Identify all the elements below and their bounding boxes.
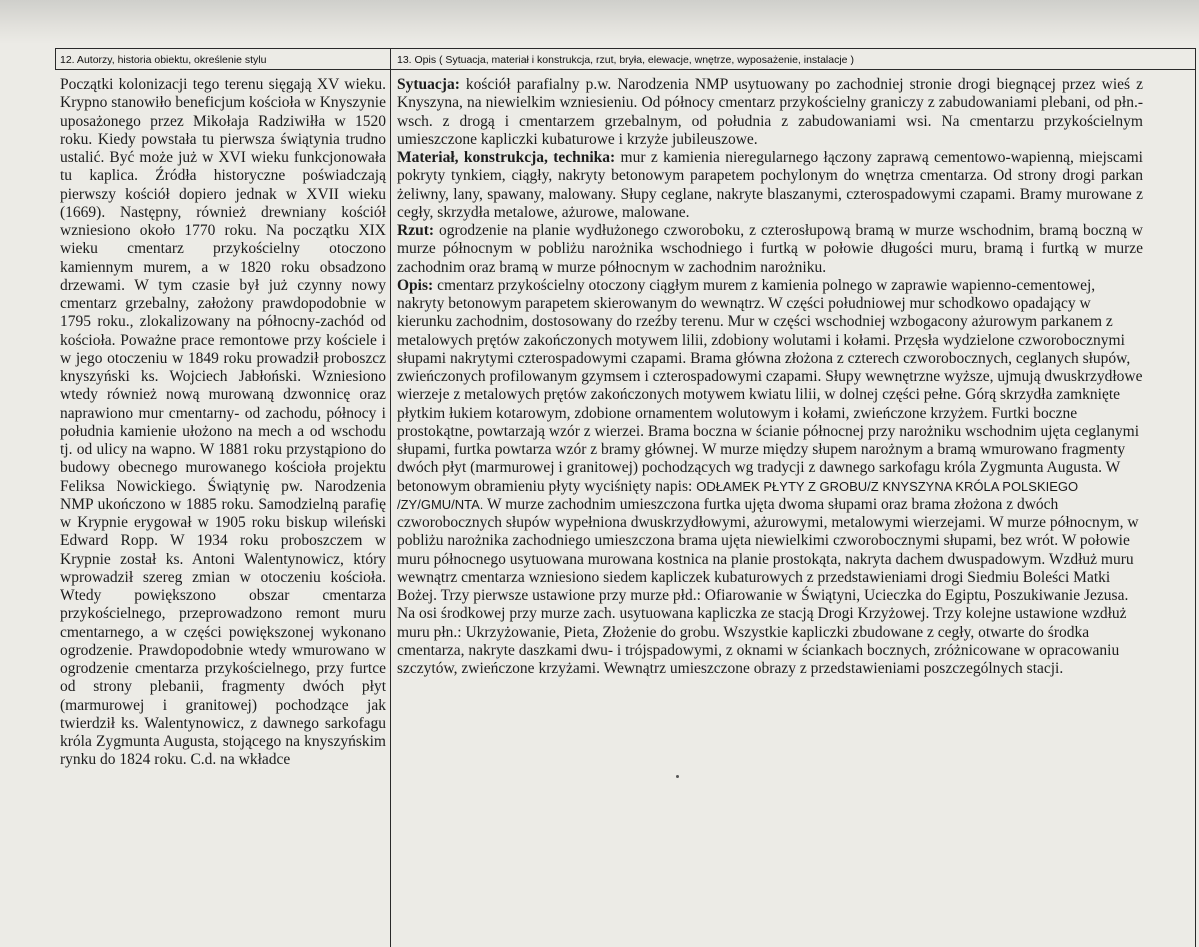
history-text-column [60,76,386,770]
situation-paragraph [397,76,1143,149]
table-right-border [1195,48,1196,947]
inscription-text: ODŁAMEK PŁYTY Z GROBU/Z KNYSZYNA KRÓLA POLSKIEGO /ZY/GMU/NTA. [397,478,1079,512]
plan-label: Rzut: [397,222,435,239]
material-paragraph [397,149,1143,222]
material-label: Materiał, konstrukcja, technika: [397,149,616,166]
table-left-border [55,48,56,70]
description-paragraph [397,277,1143,679]
description-text-continued: W murze zachodnim umieszczona furtka ujęta dwoma słupami oraz brama złożona z dwóch czworobocznych słupów wypełniona dwuskrzydłowymi, ażurowymi, metalowymi wierzejami. W murze północnym, w pobliżu narożnika zachodniego umieszczona brama ujęta niewielkimi czworobocznymi słupami, bez wrót. W połowie muru północnego usytuowana murowana kostnica na planie prostokąta, nakryta dachem dwuspadowym. Wzdłuż muru wewnątrz cmentarza wzniesiono siedem kapliczek kubaturowych z przedstawieniami drogi Siedmiu Boleści Matki Bożej. Trzy pierwsze ustawione przy murze płd.: Ofiarowanie w Świątyni, Ucieczka do Egiptu, Poszukiwanie Jezusa. Na osi środkowej przy murze zach. usytuowana kapliczka ze stacją Drogi Krzyżowej. Trzy kolejne ustawione wzdłuż muru płn.: Ukrzyżowanie, Pieta, Złożenie do grobu. Wszystkie kapliczki zbudowane z cegły, otwarte do środka cmentarza, nakryte daszkami dwu- i trójspadowymi, z oknami w ściankach bocznych, zróżnicowane w opracowaniu szczytów, zwieńczone krzyżami. Wewnątrz umieszczone obrazy z przedstawieniami poszczególnych stacji. [397,495,1139,677]
plan-text: ogrodzenie na planie wydłużonego czworoboku, z czterosłupową bramą w murze wschodnim, bramą boczną w murze północnym w pobliżu narożnika wschodniego i furtką w połowie długości muru, bramą i furtką w murze zachodnim oraz bramą w murze północnym w zachodnim narożniku. [397,222,1143,276]
scan-speck [676,775,679,778]
table-top-border [55,48,1195,49]
description-text: cmentarz przykościelny otoczony ciągłym murem z kamienia polnego w zaprawie wapienno-cementowej, nakryty betonowym parapetem skierowanym do wewnątrz. W części południowej mur schodkowo opadający w kierunku zachodnim, dostosowany do rzeźby terenu. Mur w części wschodniej wzbogacony ażurowym parkanem z metalowych prętów zakończonych motywem lilii, zdobiony wolutami i kołami. Przęsła wydzielone czworobocznymi słupami nakrytymi czterospadowymi czapami. Brama główna złożona z czterech czworobocznych, ceglanych słupów, zwieńczonych profilowanym gzymsem i czterospadowymi czapami. Słupy wewnętrzne wyższe, ujmują dwuskrzydłowe wierzeje z metalowych prętów zakończonych motywem kwiatu lilii, w dolnej części pełne. Górą skrzydła zamknięte płytkim łukiem kotarowym, zdobione ornamentem wolutowym i kołami, zwieńczone krzyżem. Furtki boczne prostokątne, powtarzają wzór z wierzei. Brama boczna w ścianie północnej przy narożniku wschodnim ujęta ceglanymi słupami, furtka powtarza wzór z bramy głównej. W murze między słupem narożnym a bramą wmurowano fragmenty dwóch płyt (marmurowej i granitowej) pochodzących wg tradycji z dawnego sarkofagu króla Zygmunta Augusta. W betonowym obramieniu płyty wyciśnięty napis: [397,276,1143,495]
situation-label: Sytuacja: [397,76,460,93]
column-divider [390,48,391,947]
material-text: mur z kamienia nieregularnego łączony zaprawą cementowo-wapienną, miejscami pokryty tynkiem, ciągły, nakryty betonowym parapetem pochylonym do wnętrza cmentarza. Od strony drogi parkan żeliwny, lany, spawany, malowany. Słupy ceglane, nakryte blaszanymi, czterospadowymi czapami. Bramy murowane z cegły, skrzydła metalowe, ażurowe, malowane. [397,149,1143,221]
plan-paragraph [397,222,1143,277]
description-text-column [397,76,1143,678]
history-paragraph: Początki kolonizacji tego terenu sięgają XV wieku. Krypno stanowiło beneficjum kościoła w Knyszynie uposażonego przez Mikołaja Radziwiłła w 1520 roku. Kiedy powstała tu pierwsza świątynia trudno ustalić. Być może już w XVI wieku funkcjonowała tu kaplica. Źródła historyczne poświadczają pierwszy kościół dopiero jednak w XVII wieku (1669). Następny, również drewniany kościół wzniesiono około 1770 roku. Na początku XIX wieku cmentarz przykościelny otoczono kamiennym murem, a w 1820 roku obsadzono drzewami. W tym czasie był już czynny nowy cmentarz grzebalny, założony prawdopodobnie w 1795 roku., zlokalizowany na północny-zachód od kościoła. Poważne prace remontowe przy kościele i w jego otoczeniu w 1849 roku prowadził proboszcz knyszyński ks. Wojciech Jabłoński. Wzniesiono wtedy również nową murowaną dzwonnicę oraz naprawiono mur cmentarny- od zachodu, północy i południa kamienie ułożono na mech a od wschodu tj. od ulicy na wapno. W 1881 roku przystąpiono do budowy obecnego murowanego kościoła projektu Feliksa Nowickiego. Świątynię pw. Narodzenia NMP ukończono w 1885 roku. Samodzielną parafię w Krypnie erygował w 1905 roku biskup wileński Edward Ropp. W 1934 roku proboszczem w Krypnie został ks. Antoni Walentynowicz, który wprowadził szereg zmian w otoczeniu kościoła. Wtedy powiększono obszar cmentarza przykościelnego, przeprowadzono remont muru cmentarnego, a w części powiększonej wykonano ogrodzenie. Prawdopodobnie wtedy wmurowano w ogrodzenie cmentarza przykościelnego, przy furtce od strony plebanii, fragmenty dwóch płyt (marmurowej i granitowej) pochodzące jak twierdził ks. Walentynowicz, z dawnego sarkofagu króla Zygmunta Augusta, stojącego na knyszyńskim rynku do 1824 roku. C.d. na wkładce [60,76,386,769]
scan-top-band [0,0,1199,44]
description-label: Opis: [397,276,434,294]
situation-text: kościół parafialny p.w. Narodzenia NMP usytuowany po zachodniej stronie drogi biegnącej przez wieś z Knyszyna, na niewielkim wzniesieniu. Od północy cmentarz przykościelny graniczy z zabudowaniami plebani, od płn.-wsch. z drogą i cmentarzem grzebalnym, od południa z zabudowaniami wsi. Na cmentarzu przykościelnym umieszczone kapliczki kubaturowe i krzyże jubileuszowe. [397,76,1143,148]
header-row-divider [55,69,1195,70]
section-13-heading: 13. Opis ( Sytuacja, materiał i konstrukcja, rzut, bryła, elewacje, wnętrze, wyposażenie, instalacje ) [397,54,854,66]
section-12-heading: 12. Autorzy, historia obiektu, określenie stylu [60,54,267,66]
